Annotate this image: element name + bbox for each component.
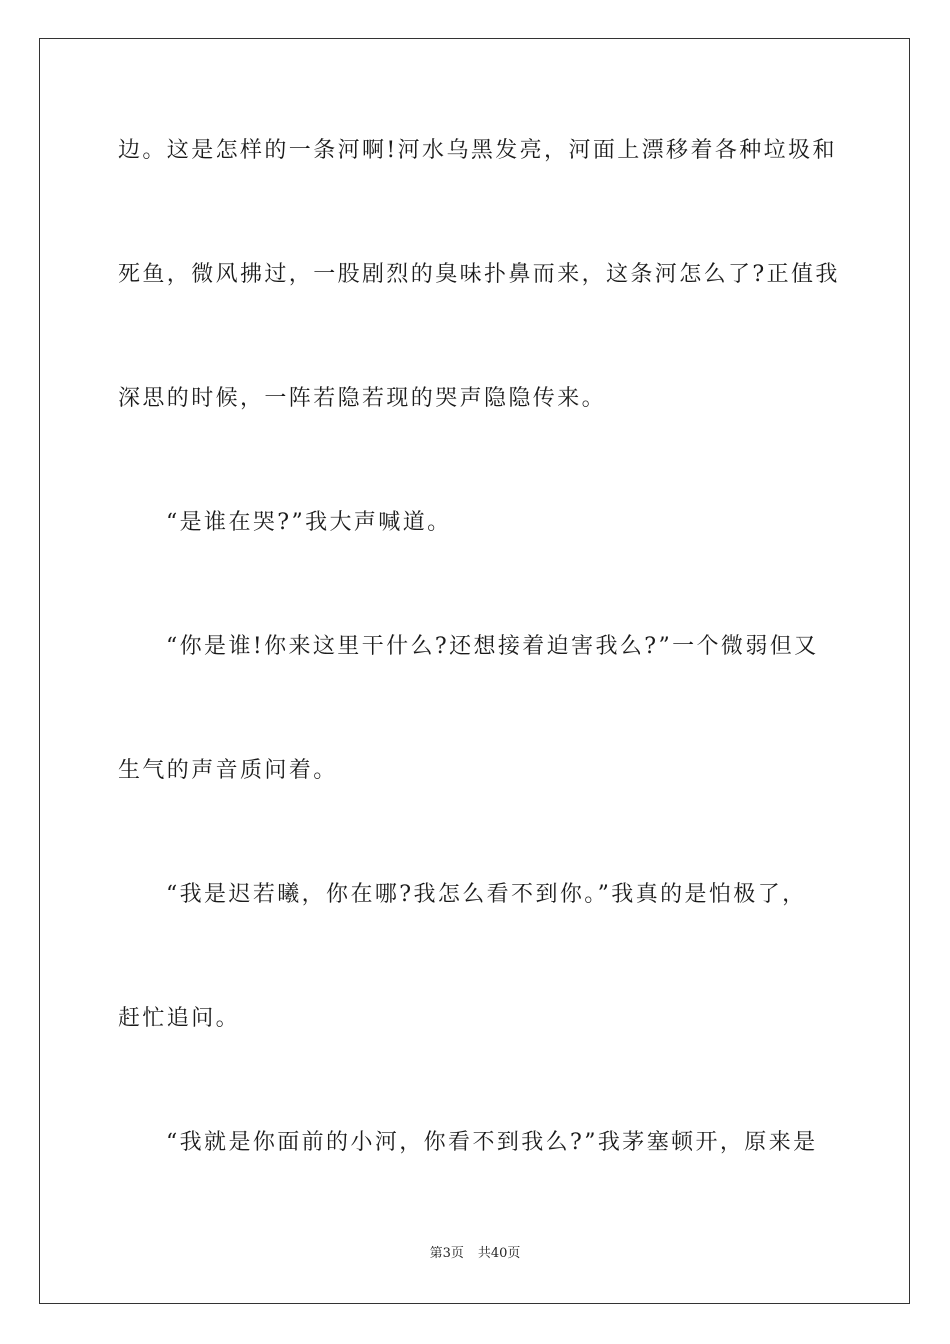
page-number: 第3页 xyxy=(429,1246,464,1261)
page-total: 共40页 xyxy=(477,1246,521,1261)
text-line-6: 生气的声音质问着。 xyxy=(118,758,338,783)
text-line-2: 死鱼，微风拂过，一股剧烈的臭味扑鼻而来，这条河怎么了?正值我 xyxy=(118,262,840,287)
text-line-4: “是谁在哭?”我大声喊道。 xyxy=(166,510,452,535)
text-line-7: “我是迟若曦，你在哪?我怎么看不到你。”我真的是怕极了， xyxy=(166,882,807,907)
text-line-3: 深思的时候，一阵若隐若现的哭声隐隐传来。 xyxy=(118,386,607,411)
text-line-5: “你是谁!你来这里干什么?还想接着迫害我么?”一个微弱但又 xyxy=(166,634,819,659)
text-line-8: 赶忙追问。 xyxy=(118,1006,241,1031)
text-line-1: 边。这是怎样的一条河啊!河水乌黑发亮，河面上漂移着各种垃圾和 xyxy=(118,138,837,163)
text-line-9: “我就是你面前的小河，你看不到我么?”我茅塞顿开，原来是 xyxy=(166,1130,818,1155)
page-footer xyxy=(0,1245,950,1263)
page-border xyxy=(39,38,910,1304)
